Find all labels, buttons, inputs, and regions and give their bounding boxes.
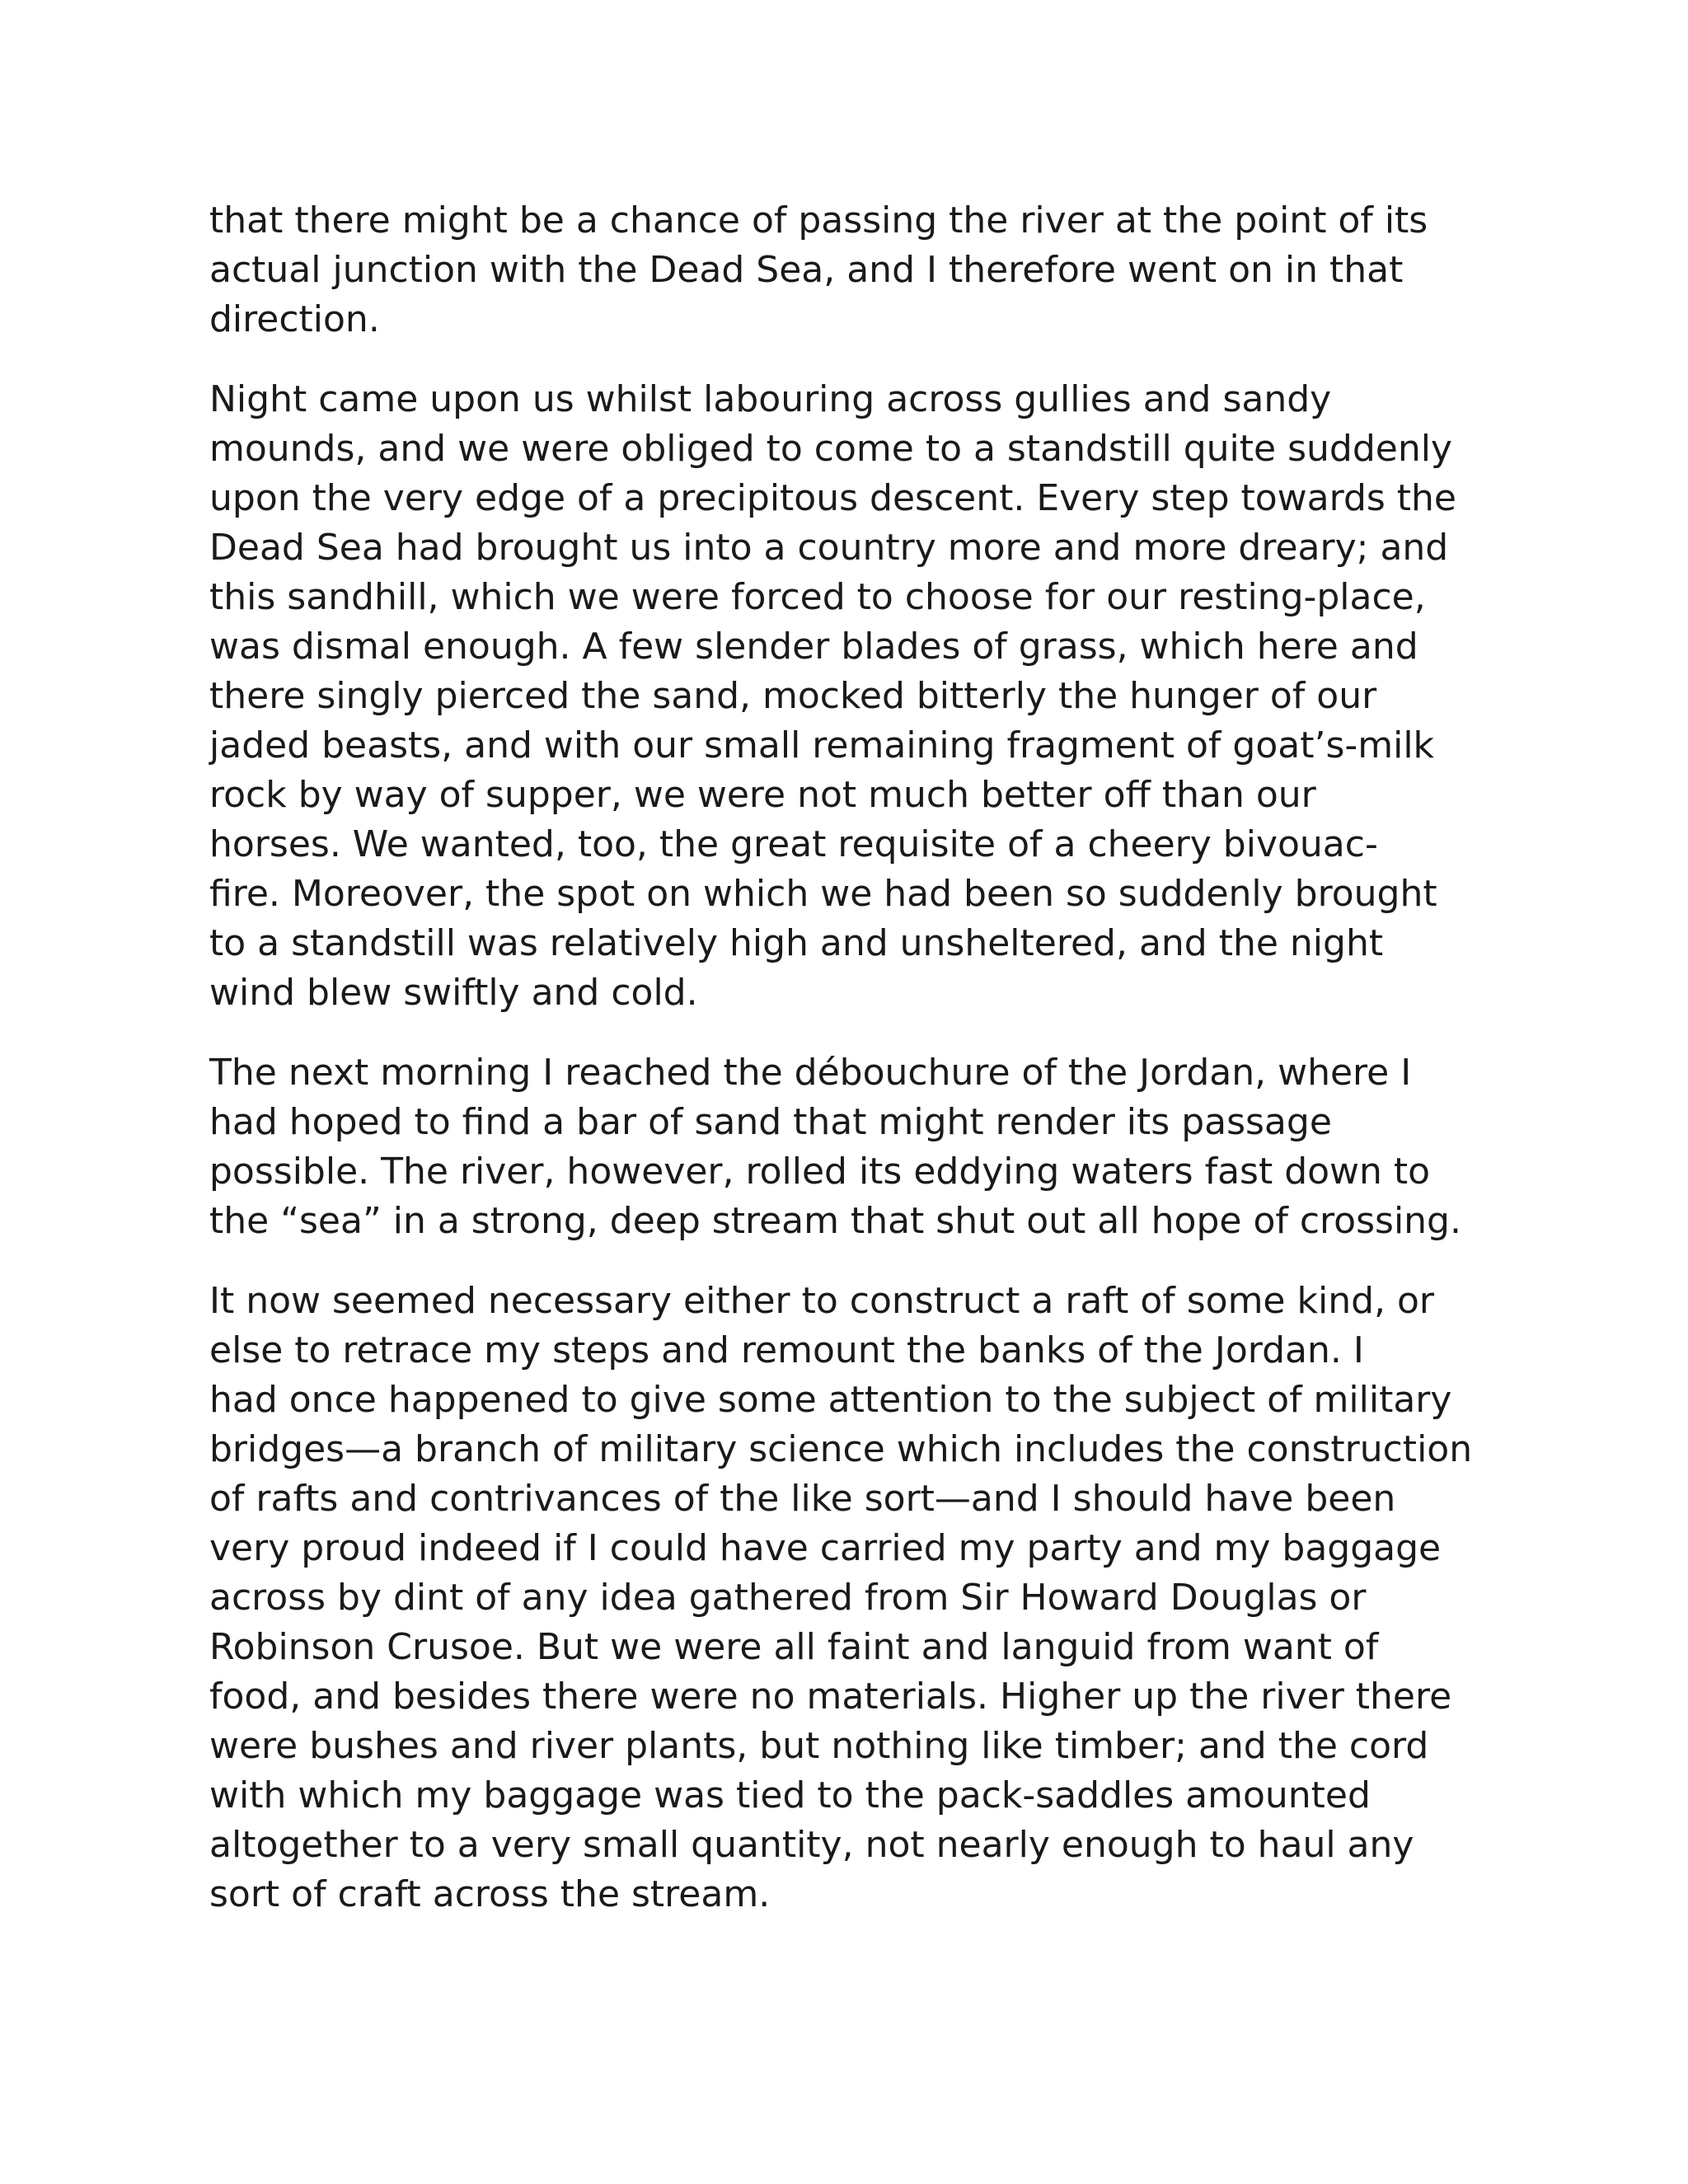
text-line: horses. We wanted, too, the great requisite of a cheery bivouac-	[209, 823, 1378, 865]
text-line: of rafts and contrivances of the like sort—and I should have been	[209, 1478, 1396, 1520]
text-line: Robinson Crusoe. But we were all faint and languid from want of	[209, 1626, 1379, 1668]
text-line: else to retrace my steps and remount the banks of the Jordan. I	[209, 1329, 1364, 1371]
text-line: food, and besides there were no materials. Higher up the river there	[209, 1675, 1452, 1718]
body-text	[209, 196, 1479, 1950]
paragraph-3	[209, 1048, 1479, 1246]
text-line: Dead Sea had brought us into a country more and more dreary; and	[209, 527, 1449, 569]
text-line: rock by way of supper, we were not much better off than our	[209, 774, 1316, 816]
text-line: with which my baggage was tied to the pack-saddles amounted	[209, 1774, 1371, 1816]
text-line: actual junction with the Dead Sea, and I therefore went on in that	[209, 249, 1404, 291]
text-line: had hoped to find a bar of sand that might render its passage	[209, 1101, 1332, 1143]
text-line: sort of craft across the stream.	[209, 1873, 771, 1915]
text-line: Night came upon us whilst labouring across gullies and sandy	[209, 378, 1332, 420]
text-line: had once happened to give some attention to the subject of military	[209, 1379, 1452, 1421]
text-line: altogether to a very small quantity, not nearly enough to haul any	[209, 1824, 1414, 1866]
text-line: jaded beasts, and with our small remaining fragment of goat’s-milk	[209, 724, 1435, 766]
text-line: that there might be a chance of passing the river at the point of its	[209, 199, 1428, 241]
text-line: fire. Moreover, the spot on which we had been so suddenly brought	[209, 873, 1437, 915]
text-line: It now seemed necessary either to construct a raft of some kind, or	[209, 1280, 1434, 1322]
text-line: was dismal enough. A few slender blades of grass, which here and	[209, 626, 1418, 668]
text-line: upon the very edge of a precipitous descent. Every step towards the	[209, 477, 1456, 519]
text-line: wind blew swiftly and cold.	[209, 972, 698, 1014]
paragraph-4	[209, 1277, 1479, 1919]
text-line: direction.	[209, 298, 380, 340]
text-line: very proud indeed if I could have carried my party and my baggage	[209, 1527, 1442, 1569]
paragraph-1	[209, 196, 1479, 344]
text-line: The next morning I reached the débouchure of the Jordan, where I	[209, 1052, 1412, 1094]
paragraph-2	[209, 375, 1479, 1018]
text-line: mounds, and we were obliged to come to a standstill quite suddenly	[209, 428, 1452, 470]
text-line: there singly pierced the sand, mocked bitterly the hunger of our	[209, 675, 1377, 717]
text-line: to a standstill was relatively high and unsheltered, and the night	[209, 922, 1384, 964]
text-line: possible. The river, however, rolled its eddying waters fast down to	[209, 1151, 1431, 1193]
text-line: bridges—a branch of military science which includes the construction	[209, 1428, 1473, 1470]
text-line: the “sea” in a strong, deep stream that shut out all hope of crossing.	[209, 1200, 1461, 1242]
text-line: across by dint of any idea gathered from Sir Howard Douglas or	[209, 1577, 1367, 1619]
text-line: this sandhill, which we were forced to choose for our resting-place,	[209, 576, 1426, 618]
text-line: were bushes and river plants, but nothing like timber; and the cord	[209, 1725, 1429, 1767]
